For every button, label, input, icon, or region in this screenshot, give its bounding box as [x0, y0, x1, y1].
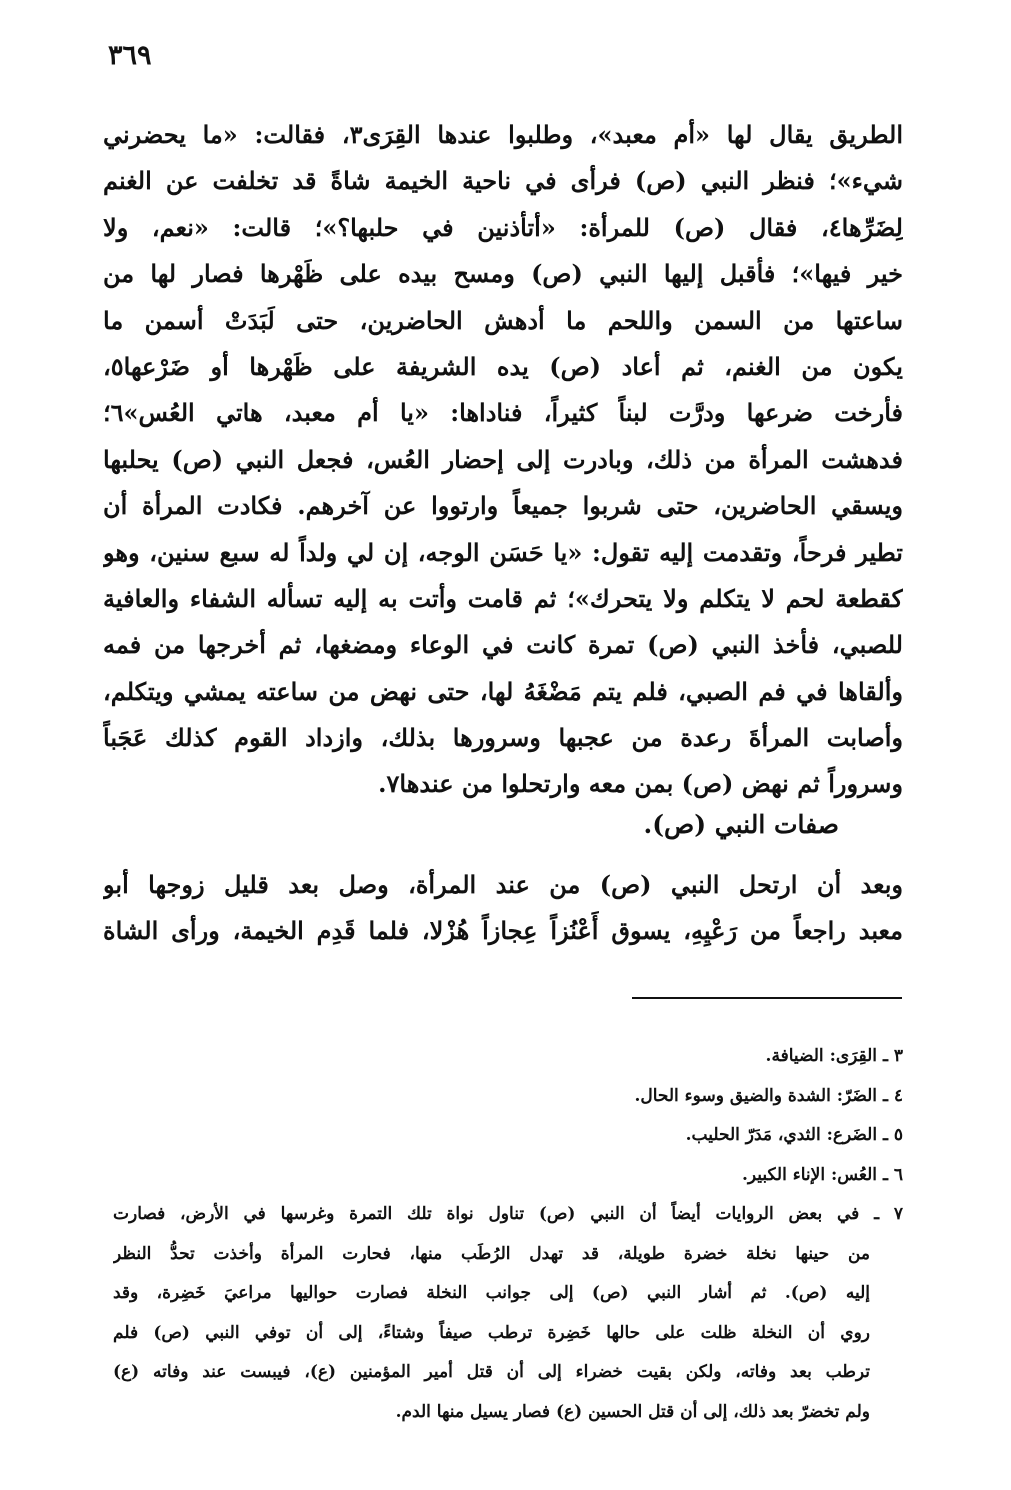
text-line: كقطعة لحم لا يتكلم ولا يتحرك»؛ ثم قامت وأتت به إليه تسأله الشفاء والعافية [103, 583, 903, 613]
footnote-6: ٦ ـ العُس: الإناء الكبير. [741, 1164, 903, 1185]
section-heading: صفات النبي (ص). [643, 810, 839, 839]
footnotes [113, 1037, 903, 1432]
footnote-7-line: من حينها نخلة خضرة طويلة، قد تهدل الرُطَب منها، فحارت المرأة وأخذت تحدُّ النظر [113, 1243, 870, 1264]
text-line: فأرخت ضرعها ودرَّت لبناً كثيراً، فناداها: «يا أم معبد، هاتي العُس»٦؛ [103, 398, 903, 428]
footnote-7-line: ٧ ـ في بعض الروايات أيضاً أن النبي (ص) تناول نواة تلك التمرة وغرسها في الأرض، فصارت [113, 1204, 903, 1224]
text-line: وأصابت المرأةَ رعدة من عجبها وسرورها بذلك، وازداد القوم كذلك عَجَباً [103, 723, 903, 753]
footnote-3: ٣ ـ القِرَى: الضيافة. [765, 1046, 903, 1066]
text-line: شيء»؛ فنظر النبي (ص) فرأى في ناحية الخيمة شاةً قد تخلفت عن الغنم [103, 166, 903, 196]
text-line: ساعتها من السمن واللحم ما أدهش الحاضرين، حتى لَبَدَتْ أسمن ما [103, 305, 903, 335]
footnote-7-line: إليه (ص). ثم أشار النبي (ص) إلى جوانب النخلة فصارت حواليها مراعيَ خَضِرة، وقد [113, 1283, 870, 1303]
footnote-4: ٤ ـ الضَرّ: الشدة والضيق وسوء الحال. [634, 1085, 903, 1106]
footnote-7-line: روي أن النخلة ظلت على حالها خَضِرة ترطب صيفاً وشتاءً، إلى أن توفي النبي (ص) فلم [113, 1322, 870, 1343]
text-line: لِضَرِّها٤، فقال (ص) للمرأة: «أتأذنين في حلبها؟»؛ قالت: «نعم، ولا [103, 212, 903, 242]
footnote-separator [632, 997, 902, 999]
footnote-7-line: ولم تخضرّ بعد ذلك، إلى أن قتل الحسين (ع) فصار يسيل منها الدم. [395, 1401, 870, 1422]
text-line: وألقاها في فم الصبي، فلم يتم مَضْغَهُ لها، حتى نهض من ساعته يمشي ويتكلم، [103, 676, 903, 706]
text-line: ويسقي الحاضرين، حتى شربوا جميعاً وارتووا عن آخرهم. فكادت المرأة أن [103, 491, 903, 521]
text-line: الطريق يقال لها «أم معبد»، وطلبوا عندها القِرَى٣، فقالت: «ما يحضرني [103, 120, 903, 149]
page-number: ٣٦٩ [108, 40, 152, 71]
footnote-5: ٥ ـ الضَرع: الثدي، مَدَرّ الحليب. [685, 1125, 903, 1145]
paragraph-1 [103, 112, 903, 808]
text-line: فدهشت المرأة من ذلك، وبادرت إلى إحضار العُس، فجعل النبي (ص) يحلبها [103, 444, 903, 474]
text-line: للصبي، فأخذ النبي (ص) تمرة كانت في الوعاء ومضغها، ثم أخرجها من فمه [103, 630, 903, 660]
text-line: خير فيها»؛ فأقبل إليها النبي (ص) ومسح بيده على ظَهْرها فصار لها من [103, 259, 903, 289]
text-line: وسروراً ثم نهض (ص) بمن معه وارتحلوا من عندها٧. [378, 769, 903, 799]
text-line: يكون من الغنم، ثم أعاد (ص) يده الشريفة على ظَهْرها أو ضَرْعها٥، [103, 351, 903, 381]
footnote-7-line: ترطب بعد وفاته، ولكن بقيت خضراء إلى أن قتل أمير المؤمنين (ع)، فيبست عند وفاته (ع) [113, 1362, 870, 1382]
text-line: معبد راجعاً من رَعْيِهِ، يسوق أَعْنُزاً عِجازاً هُزْلا، فلما قَدِم الخيمة، ورأى الشاة [103, 916, 903, 946]
text-line: وبعد أن ارتحل النبي (ص) من عند المرأة، وصل بعد قليل زوجها أبو [103, 870, 903, 899]
paragraph-2 [103, 862, 903, 955]
text-line: تطير فرحاً، وتقدمت إليه تقول: «يا حَسَن الوجه، إن لي ولداً له سبع سنين، وهو [103, 537, 903, 567]
